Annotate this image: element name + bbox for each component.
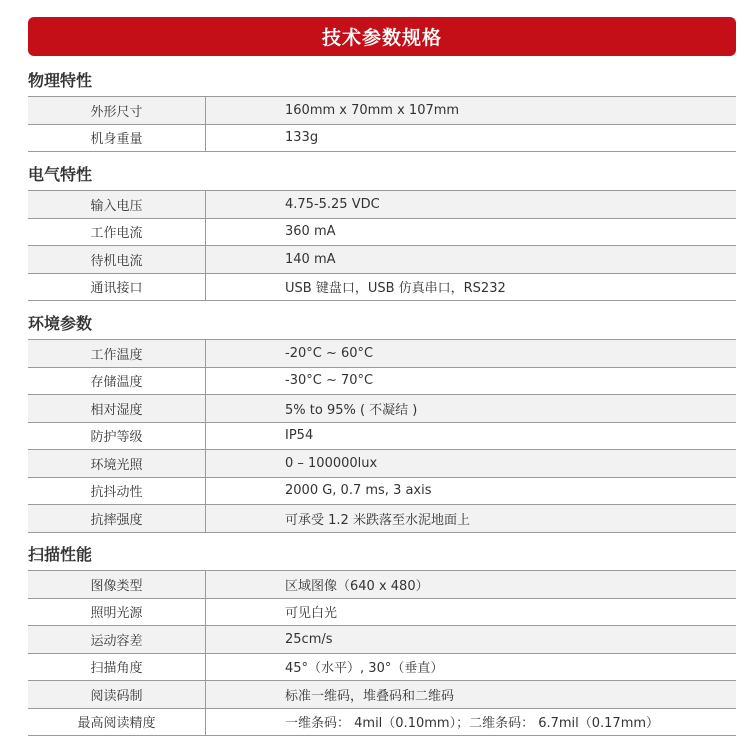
table-row — [28, 125, 736, 153]
row-label: 抗摔强度 — [28, 505, 206, 532]
table-row — [28, 219, 736, 247]
row-value: IP54 — [285, 428, 314, 444]
table-row — [28, 654, 736, 682]
table-row — [28, 626, 736, 654]
row-label: 环境光照 — [28, 450, 206, 477]
table-row — [28, 340, 736, 368]
row-value: USB 键盘口，USB 仿真串口，RS232 — [285, 281, 506, 297]
row-value: 140 mA — [285, 251, 336, 267]
table-row — [28, 368, 736, 396]
row-label: 工作电流 — [28, 219, 206, 246]
table-row — [28, 571, 736, 599]
row-value: 25cm/s — [285, 631, 333, 647]
row-value: 0 – 100000lux — [285, 455, 378, 471]
row-label: 通讯接口 — [28, 274, 206, 301]
row-label: 防护等级 — [28, 423, 206, 450]
row-label: 抗抖动性 — [28, 478, 206, 505]
row-label: 相对湿度 — [28, 395, 206, 422]
section-title: 电气特性 — [28, 165, 93, 184]
row-value: 4.75-5.25 VDC — [285, 196, 380, 212]
row-label: 存储温度 — [28, 368, 206, 395]
row-label: 外形尺寸 — [28, 97, 206, 124]
table-row — [28, 423, 736, 451]
title-banner — [28, 17, 736, 56]
table-row — [28, 681, 736, 709]
table-row — [28, 505, 736, 533]
row-value: 一维条码： 4mil（0.10mm）；二维条码： 6.7mil（0.17mm） — [285, 716, 660, 732]
row-label: 输入电压 — [28, 191, 206, 218]
row-value: 160mm x 70mm x 107mm — [285, 102, 460, 118]
row-value: 45°（水平）, 30°（垂直） — [285, 661, 444, 677]
table-row — [28, 450, 736, 478]
row-value: 标准一维码，堆叠码和二维码 — [285, 688, 455, 704]
table-row — [28, 395, 736, 423]
row-value: 区域图像（640 x 480） — [285, 578, 429, 594]
row-label: 待机电流 — [28, 246, 206, 273]
spec-table — [28, 570, 736, 736]
row-label: 机身重量 — [28, 125, 206, 152]
row-value: 可见白光 — [285, 606, 338, 622]
table-row — [28, 97, 736, 125]
row-label: 照明光源 — [28, 599, 206, 626]
row-value: -20°C ~ 60°C — [285, 345, 374, 361]
row-value: 360 mA — [285, 224, 336, 240]
row-value: 133g — [285, 130, 319, 146]
row-label: 图像类型 — [28, 571, 206, 598]
spec-table — [28, 96, 736, 152]
section-title: 物理特性 — [28, 71, 93, 90]
row-value: 2000 G, 0.7 ms, 3 axis — [285, 483, 432, 499]
spec-table — [28, 339, 736, 533]
table-row — [28, 191, 736, 219]
row-value: -30°C ~ 70°C — [285, 373, 374, 389]
table-row — [28, 709, 736, 737]
row-label: 运动容差 — [28, 626, 206, 653]
table-row — [28, 599, 736, 627]
row-value: 可承受 1.2 米跌落至水泥地面上 — [285, 512, 470, 528]
table-row — [28, 274, 736, 302]
section-title: 环境参数 — [28, 314, 93, 333]
table-row — [28, 246, 736, 274]
spec-table — [28, 190, 736, 301]
row-label: 最高阅读精度 — [28, 709, 206, 736]
page-title: 技术参数规格 — [321, 27, 442, 49]
table-row — [28, 478, 736, 506]
row-value: 5% to 95% ( 不凝结 ) — [285, 402, 418, 418]
row-label: 阅读码制 — [28, 681, 206, 708]
row-label: 工作温度 — [28, 340, 206, 367]
row-label: 扫描角度 — [28, 654, 206, 681]
section-title: 扫描性能 — [28, 545, 93, 564]
